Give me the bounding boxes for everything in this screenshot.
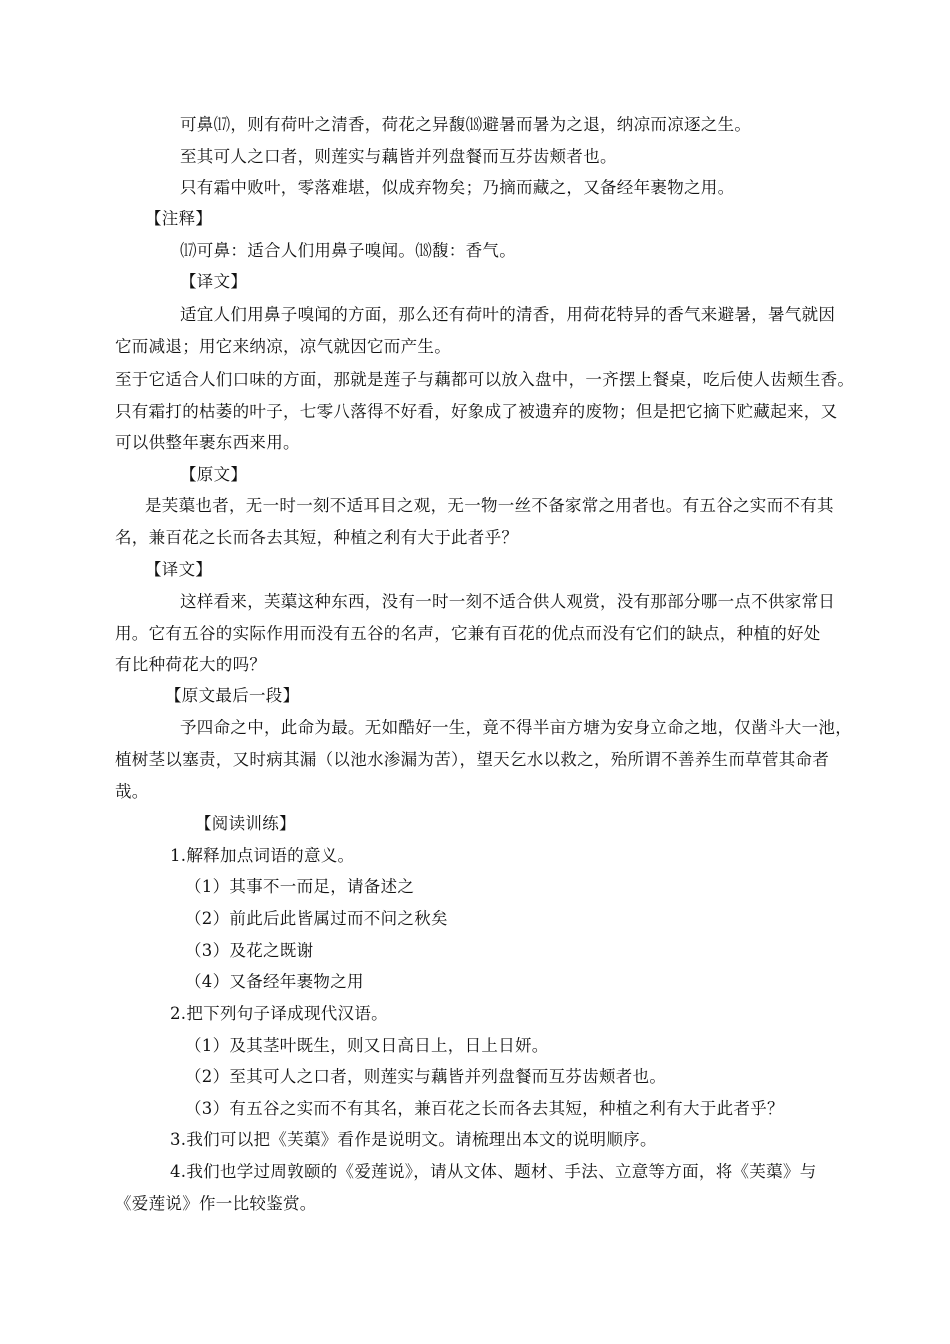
annotation-line: ⒄可鼻：适合人们用鼻子嗅闻。⒅馥：香气。 [180,241,516,260]
paragraph-line: 适宜人们用鼻子嗅闻的方面，那么还有荷叶的清香，用荷花特异的香气来避暑，暑气就因 [180,305,836,324]
question-item: （2）前此后此皆属过而不问之秋矣 [185,909,448,928]
paragraph-line: 只有霜中败叶，零落难堪，似成弃物矣；乃摘而藏之，又备经年裹物之用。 [180,178,735,197]
paragraph-line: 有比种荷花大的吗？ [115,655,267,674]
question-line: 3.我们可以把《芙蕖》看作是说明文。请梳理出本文的说明顺序。 [170,1130,657,1149]
paragraph-line: 它而减退；用它来纳凉，凉气就因它而产生。 [115,337,451,356]
question-line: 1.解释加点词语的意义。 [170,846,355,865]
question-item: （4）又备经年裹物之用 [185,972,364,991]
question-item: （2）至其可人之口者，则莲实与藕皆并列盘餐而互芬齿颊者也。 [185,1067,667,1086]
paragraph-line: 至于它适合人们口味的方面，那就是莲子与藕都可以放入盘中，一齐摆上餐桌，吃后使人齿颊生香。 [115,370,855,389]
section-heading: 【译文】 [145,560,213,579]
question-line: 《爱莲说》作一比较鉴赏。 [115,1194,317,1213]
paragraph-line: 可鼻⒄，则有荷叶之清香，荷花之异馥⒅避暑而暑为之退，纳凉而凉逐之生。 [180,115,752,134]
paragraph-line: 只有霜打的枯萎的叶子，七零八落得不好看，好象成了被遗弃的废物；但是把它摘下贮藏起来，又 [115,402,838,421]
question-item: （3）有五谷之实而不有其名，兼百花之长而各去其短，种植之利有大于此者乎？ [185,1099,784,1118]
section-heading: 【阅读训练】 [195,814,296,833]
paragraph-line: 这样看来，芙蕖这种东西，没有一时一刻不适合供人观赏，没有那部分哪一点不供家常日 [180,592,836,611]
question-line: 4.我们也学过周敦颐的《爱莲说》，请从文体、题材、手法、立意等方面，将《芙蕖》与 [170,1162,817,1181]
question-line: 2.把下列句子译成现代汉语。 [170,1004,388,1023]
paragraph-line: 哉。 [115,782,149,801]
question-item: （1）及其茎叶既生，则又日高日上，日上日妍。 [185,1036,549,1055]
section-heading: 【原文最后一段】 [165,686,300,705]
paragraph-line: 予四命之中，此命为最。无如酷好一生，竟不得半亩方塘为安身立命之地，仅凿斗大一池， [180,718,852,737]
paragraph-line: 至其可人之口者，则莲实与藕皆并列盘餐而互芬齿颊者也。 [180,147,617,166]
paragraph-line: 植树茎以塞责，又时病其漏（以池水渗漏为苦），望天乞水以救之，殆所谓不善养生而草菅其命者 [115,750,830,769]
question-item: （3）及花之既谢 [185,941,314,960]
paragraph-line: 用。它有五谷的实际作用而没有五谷的名声，它兼有百花的优点而没有它们的缺点，种植的好处 [115,624,821,643]
paragraph-line: 可以供整年裹东西来用。 [115,433,300,452]
question-item: （1）其事不一而足，请备述之 [185,877,415,896]
section-heading: 【注释】 [145,209,213,228]
section-heading: 【译文】 [180,272,248,291]
section-heading: 【原文】 [180,465,248,484]
paragraph-line: 是芙蕖也者，无一时一刻不适耳目之观，无一物一丝不备家常之用者也。有五谷之实而不有其 [145,496,834,515]
paragraph-line: 名，兼百花之长而各去其短，种植之利有大于此者乎？ [115,528,519,547]
